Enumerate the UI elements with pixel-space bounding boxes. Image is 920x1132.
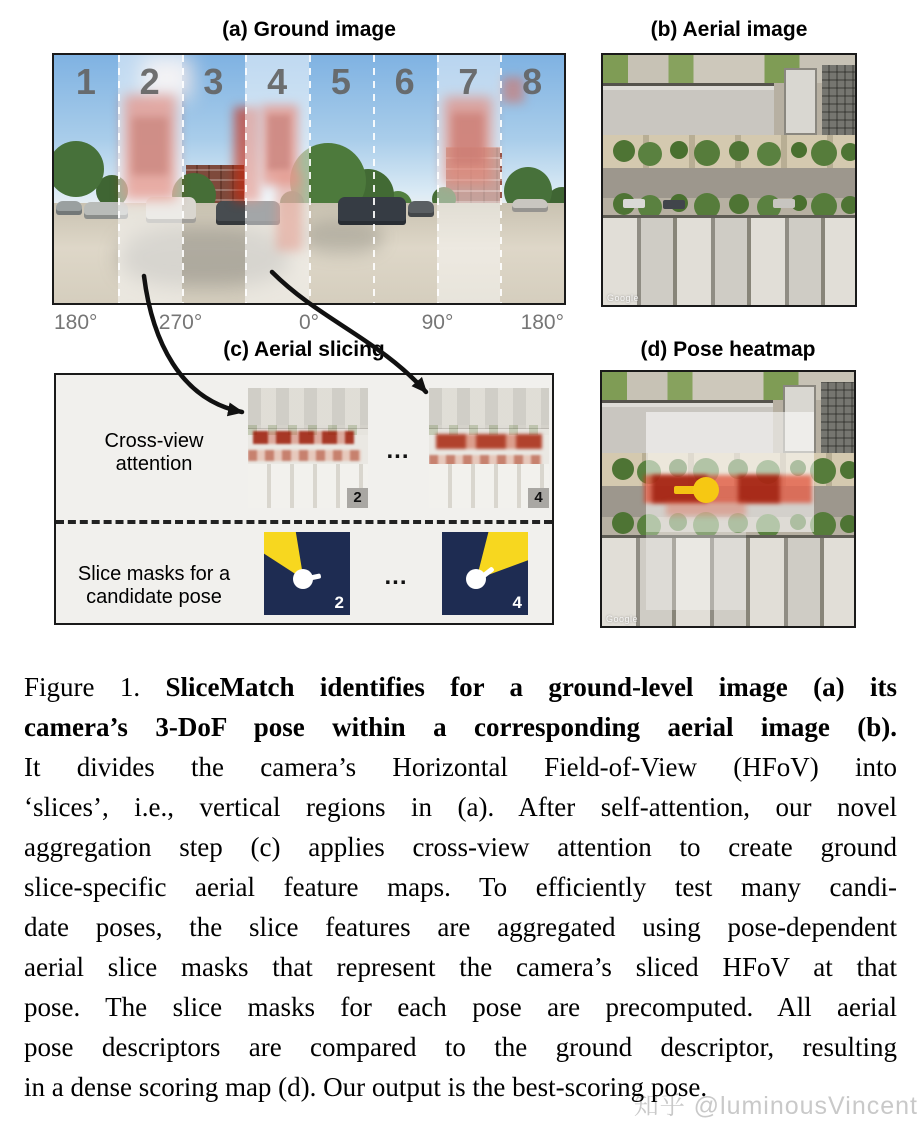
aerial-building-roof xyxy=(784,68,817,136)
parked-car xyxy=(56,201,82,215)
panel-b-title: (b) Aerial image xyxy=(650,18,808,41)
slice-index-badge: 2 xyxy=(347,488,368,508)
parked-car xyxy=(512,199,548,212)
label-line: Cross-view xyxy=(104,430,204,452)
caption-line xyxy=(24,667,897,707)
aerial-slicing-panel xyxy=(54,373,554,625)
slice-index-badge: 4 xyxy=(528,488,549,508)
degree-label: 270° xyxy=(158,311,203,334)
slice-number: 4 xyxy=(267,61,288,102)
slice-mask-4 xyxy=(442,532,528,615)
caption-text: slice-specific aerial feature maps. To efficiently test many candi- xyxy=(24,872,897,902)
ellipsis: ... xyxy=(386,437,410,464)
cross-view-attention-label xyxy=(64,430,244,476)
pose-position-dot xyxy=(293,569,313,589)
slice-number: 8 xyxy=(522,61,543,102)
caption-text: Figure 1. xyxy=(24,672,141,702)
aerial-rowhouses xyxy=(603,215,855,307)
dashed-separator xyxy=(56,520,552,524)
slice-index-badge: 4 xyxy=(512,593,522,612)
degree-label: 180° xyxy=(54,311,98,334)
hfov-degree-axis xyxy=(52,311,566,337)
caption-line xyxy=(24,947,897,987)
ellipsis: ... xyxy=(384,563,408,590)
caption-text: pose. The slice masks for each pose are precomputed. All aerial xyxy=(24,992,897,1022)
aerial-building-roof xyxy=(603,83,774,141)
best-pose-marker xyxy=(693,477,719,503)
slice-number: 1 xyxy=(75,61,96,102)
caption-line xyxy=(24,867,897,907)
caption-line xyxy=(24,1067,897,1107)
label-line: candidate pose xyxy=(86,586,222,608)
caption-text: pose descriptors are compared to the ground descriptor, resulting xyxy=(24,1032,897,1062)
zhihu-watermark: 知乎 @luminousVincent xyxy=(633,1092,918,1120)
score-heat-core xyxy=(738,475,780,503)
parked-car xyxy=(408,201,434,217)
aerial-building-roof xyxy=(822,65,855,135)
aerial-building-roof xyxy=(821,382,854,453)
caption-text-bold: SliceMatch identifies for a ground-level image (a) its xyxy=(165,672,897,702)
tree-shadow xyxy=(302,220,382,254)
label-line: Slice masks for a xyxy=(77,563,231,585)
aerial-tree-row xyxy=(612,512,634,534)
cross-view-attention-map-2 xyxy=(248,388,368,508)
caption-line xyxy=(24,827,897,867)
caption-line xyxy=(24,907,897,947)
caption-text: aerial slice masks that represent the camera’s sliced HFoV at that xyxy=(24,952,897,982)
caption-text-bold: camera’s 3-DoF pose within a corresponding aerial image (b). xyxy=(24,712,897,742)
aerial-texture xyxy=(248,388,368,429)
caption-text: in a dense scoring map (d). Our output is the best-scoring pose. xyxy=(24,1072,708,1102)
aerial-image xyxy=(601,53,857,307)
aerial-tree-row xyxy=(613,140,635,162)
caption-text: date poses, the slice features are aggregated using pose-dependent xyxy=(24,912,897,942)
figure-caption xyxy=(24,667,897,1107)
slice-number: 7 xyxy=(458,61,479,102)
caption-line xyxy=(24,707,897,747)
slice-number: 5 xyxy=(330,61,351,102)
slice-number: 6 xyxy=(394,61,415,102)
caption-line xyxy=(24,987,897,1027)
caption-text: ‘slices’, i.e., vertical regions in (a). After self-attention, our novel xyxy=(24,792,897,822)
degree-label: 90° xyxy=(421,311,454,334)
slice-numbers xyxy=(54,61,564,103)
aerial-road xyxy=(603,168,855,198)
map-credit: Google xyxy=(606,614,639,624)
degree-label: 0° xyxy=(298,311,320,334)
slice-index-badge: 2 xyxy=(334,593,344,612)
pose-heatmap-image xyxy=(600,370,856,628)
attention-heat-band xyxy=(248,450,361,461)
aerial-parked-cars xyxy=(623,199,645,208)
caption-text: aggregation step (c) applies cross-view attention to create ground xyxy=(24,832,897,862)
panel-a-title: (a) Ground image xyxy=(222,18,396,41)
caption-line xyxy=(24,1027,897,1067)
attention-heat-band xyxy=(253,431,354,444)
slice-number: 3 xyxy=(203,61,224,102)
pose-position-dot xyxy=(466,569,486,589)
degree-label: 180° xyxy=(520,311,564,334)
attention-heat-band xyxy=(436,434,542,450)
caption-text: It divides the camera’s Horizontal Field-of-View (HFoV) into xyxy=(24,752,897,782)
score-heat-tail xyxy=(666,502,746,516)
slice-number: 2 xyxy=(139,61,160,102)
aerial-walkway xyxy=(603,135,855,168)
panel-c-title: (c) Aerial slicing xyxy=(223,338,385,361)
ground-image-panorama xyxy=(52,53,566,305)
caption-line xyxy=(24,787,897,827)
cross-view-attention-map-4 xyxy=(429,388,549,508)
slice-mask-2 xyxy=(264,532,350,615)
slice-masks-label xyxy=(64,563,244,609)
panel-d-title: (d) Pose heatmap xyxy=(640,338,816,361)
search-region-overlay xyxy=(646,532,746,610)
caption-line xyxy=(24,747,897,787)
aerial-texture xyxy=(429,388,549,429)
label-line: attention xyxy=(115,453,193,475)
map-credit: Google xyxy=(607,293,640,303)
